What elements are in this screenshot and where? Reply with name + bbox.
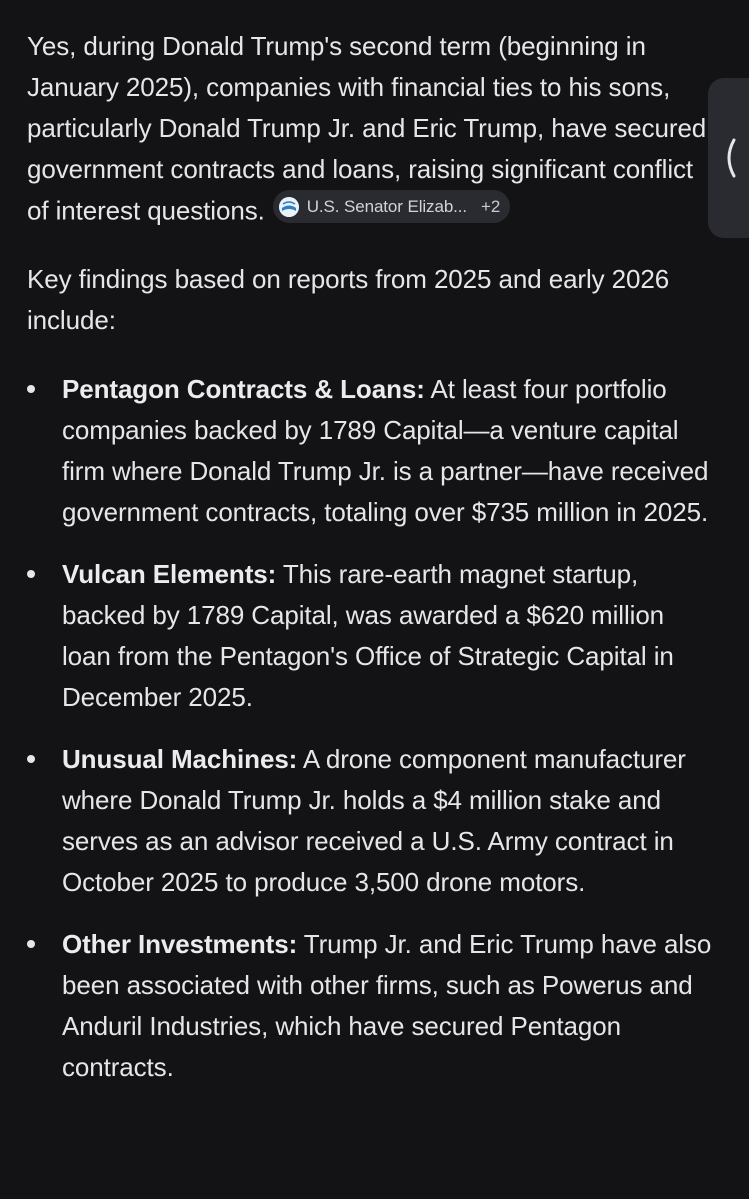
- intro-text: Yes, during Donald Trump's second term (beginning in January 2025), companies with financial ties to his sons, particularly Donald Trump Jr. and Eric Trump, have secured government contracts and loans, raising significant conflict of interest questions.: [27, 31, 707, 226]
- source-chip[interactable]: [273, 190, 511, 223]
- response-content: [27, 26, 727, 1109]
- source-chip-label: U.S. Senator Elizab...: [306, 197, 468, 216]
- finding-body: At least four portfolio companies backed by 1789 Capital—a venture capital firm where Donald Trump Jr. is a partner—have received government contracts, totaling over $735 million in 2025.: [62, 373, 709, 527]
- list-item: [27, 554, 719, 718]
- side-panel-handle[interactable]: [708, 78, 749, 238]
- findings-list: [27, 369, 727, 1088]
- finding-body: A drone component manufacturer where Donald Trump Jr. holds a $4 million stake and serves as an advisor received a U.S. Army contract in October 2025 to produce 3,500 drone motors.: [62, 743, 686, 897]
- list-item: [27, 739, 719, 903]
- list-item: [27, 924, 719, 1088]
- finding-body: This rare-earth magnet startup, backed by 1789 Capital, was awarded a $620 million loan from the Pentagon's Office of Strategic Capital in December 2025.: [62, 558, 674, 712]
- finding-title: Other Investments:: [62, 928, 298, 959]
- list-item: [27, 369, 719, 533]
- senator-seal-icon: [279, 197, 299, 217]
- finding-body: Trump Jr. and Eric Trump have also been associated with other firms, such as Powerus and Anduril Industries, which have secured Pentagon contracts.: [62, 928, 712, 1082]
- chevron-left-icon: [720, 138, 738, 178]
- finding-title: Vulcan Elements:: [62, 558, 277, 589]
- key-findings-intro: Key findings based on reports from 2025 and early 2026 include:: [27, 263, 670, 335]
- finding-title: Unusual Machines:: [62, 743, 298, 774]
- finding-title: Pentagon Contracts & Loans:: [62, 373, 425, 404]
- intro-paragraph: [27, 26, 717, 232]
- bullet-icon: [27, 385, 35, 393]
- bullet-icon: [27, 755, 35, 763]
- bullet-icon: [27, 570, 35, 578]
- bullet-icon: [27, 940, 35, 948]
- source-chip-more-count: +2: [481, 197, 501, 216]
